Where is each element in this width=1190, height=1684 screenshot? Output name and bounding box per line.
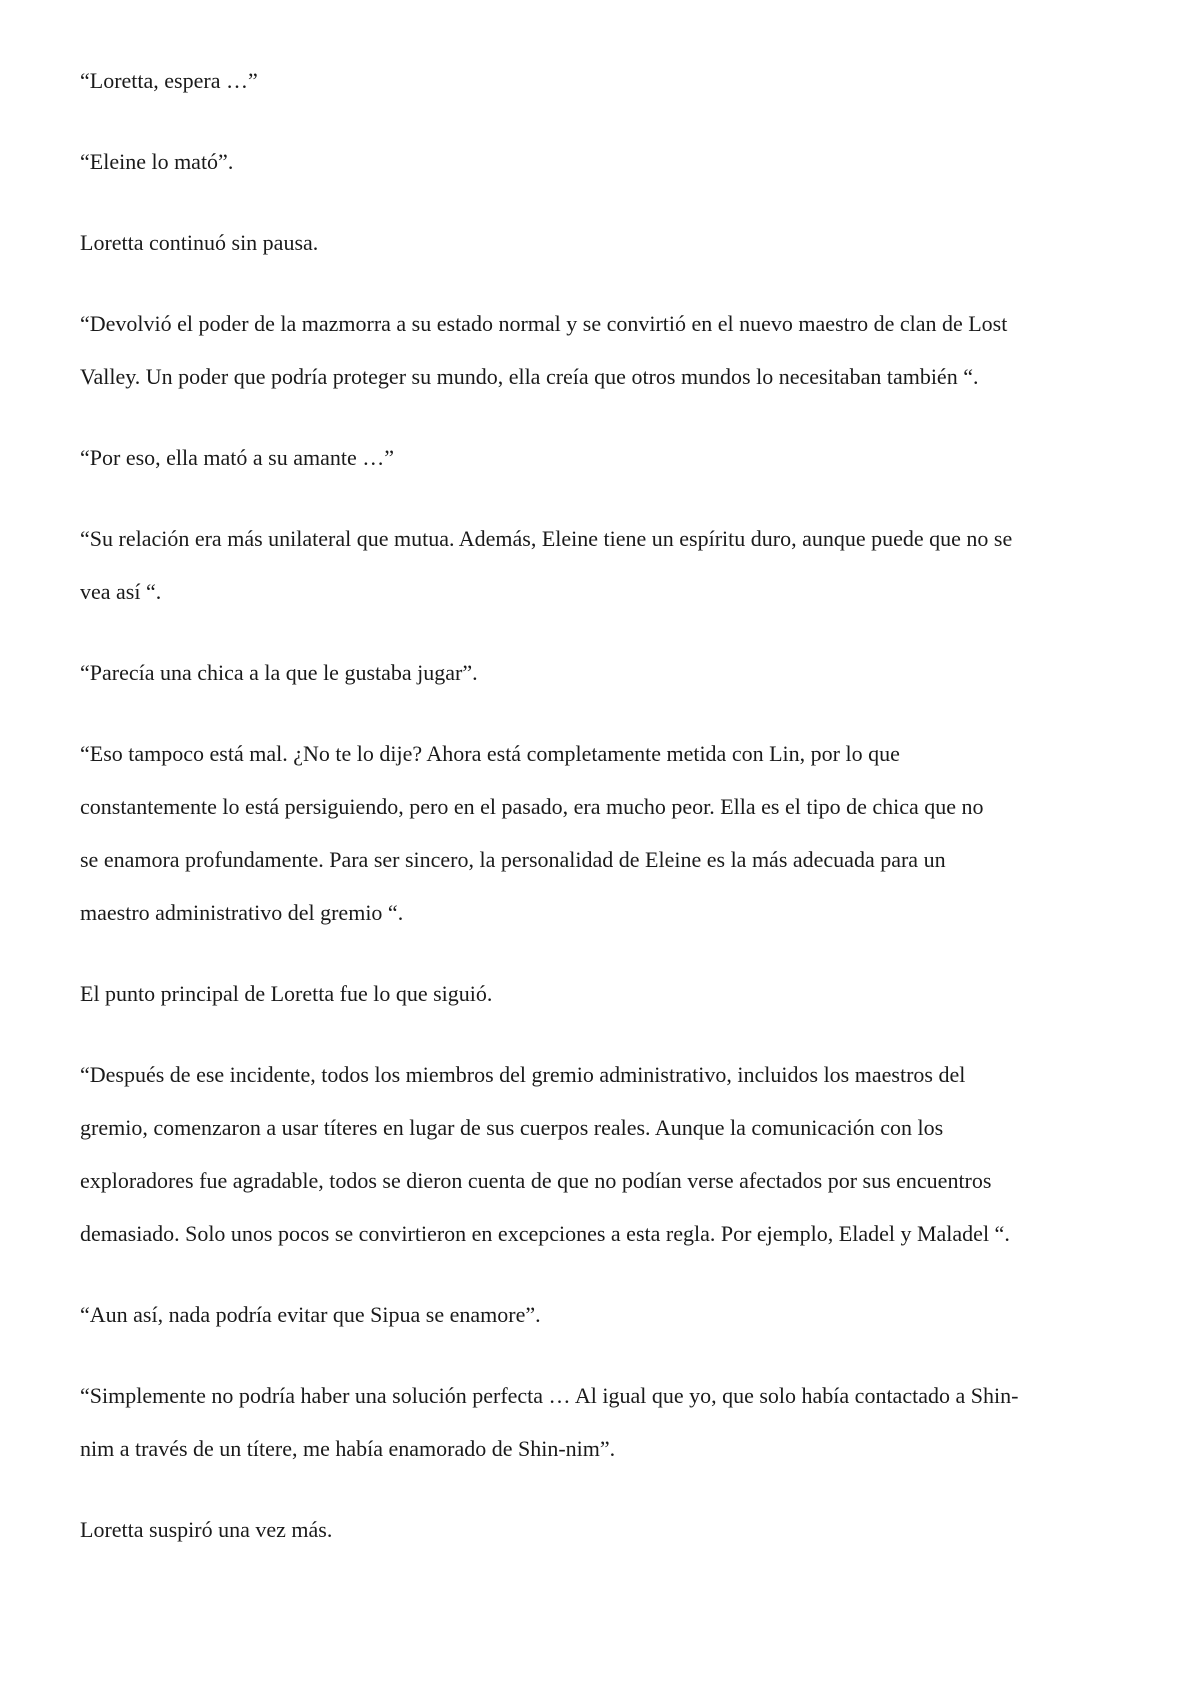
text-line: “Su relación era más unilateral que mutua. Además, Eleine tiene un espíritu duro, aunque puede que no se xyxy=(80,526,1013,551)
text-line: “Eso tampoco está mal. ¿No te lo dije? Ahora está completamente metida con Lin, por lo que xyxy=(80,741,900,766)
paragraph xyxy=(80,646,1120,699)
paragraph xyxy=(80,54,1120,107)
text-line: “Loretta, espera …” xyxy=(80,68,258,93)
paragraph xyxy=(80,967,1120,1020)
paragraph xyxy=(80,431,1120,484)
text-line: Loretta continuó sin pausa. xyxy=(80,230,319,255)
text-line: vea así “. xyxy=(80,579,162,604)
paragraph xyxy=(80,1288,1120,1341)
text-line: nim a través de un títere, me había enamorado de Shin-nim”. xyxy=(80,1436,616,1461)
text-line: El punto principal de Loretta fue lo que siguió. xyxy=(80,981,493,1006)
paragraph xyxy=(80,1369,1120,1475)
text-line: exploradores fue agradable, todos se dieron cuenta de que no podían verse afectados por sus encuentros xyxy=(80,1168,992,1193)
paragraph xyxy=(80,1503,1120,1556)
text-line: “Eleine lo mató”. xyxy=(80,149,234,174)
paragraph xyxy=(80,727,1120,939)
text-line: se enamora profundamente. Para ser sincero, la personalidad de Eleine es la más adecuada para un xyxy=(80,847,946,872)
paragraph xyxy=(80,1048,1120,1260)
text-line: “Parecía una chica a la que le gustaba jugar”. xyxy=(80,660,478,685)
text-line: constantemente lo está persiguiendo, pero en el pasado, era mucho peor. Ella es el tipo de chica que no xyxy=(80,794,984,819)
text-line: “Simplemente no podría haber una solución perfecta … Al igual que yo, que solo había contactado a Shin- xyxy=(80,1383,1019,1408)
text-line: demasiado. Solo unos pocos se convirtieron en excepciones a esta regla. Por ejemplo, Eladel y Maladel “. xyxy=(80,1221,1010,1246)
text-line: “Devolvió el poder de la mazmorra a su estado normal y se convirtió en el nuevo maestro de clan de Lost xyxy=(80,311,1008,336)
text-line: Valley. Un poder que podría proteger su mundo, ella creía que otros mundos lo necesitaban también “. xyxy=(80,364,979,389)
paragraph xyxy=(80,135,1120,188)
text-line: “Después de ese incidente, todos los miembros del gremio administrativo, incluidos los maestros del xyxy=(80,1062,966,1087)
paragraph xyxy=(80,512,1120,618)
text-line: Loretta suspiró una vez más. xyxy=(80,1517,333,1542)
paragraph xyxy=(80,216,1120,269)
paragraph xyxy=(80,297,1120,403)
text-line: “Aun así, nada podría evitar que Sipua se enamore”. xyxy=(80,1302,541,1327)
text-line: “Por eso, ella mató a su amante …” xyxy=(80,445,395,470)
text-line: maestro administrativo del gremio “. xyxy=(80,900,404,925)
text-line: gremio, comenzaron a usar títeres en lugar de sus cuerpos reales. Aunque la comunicación con los xyxy=(80,1115,944,1140)
